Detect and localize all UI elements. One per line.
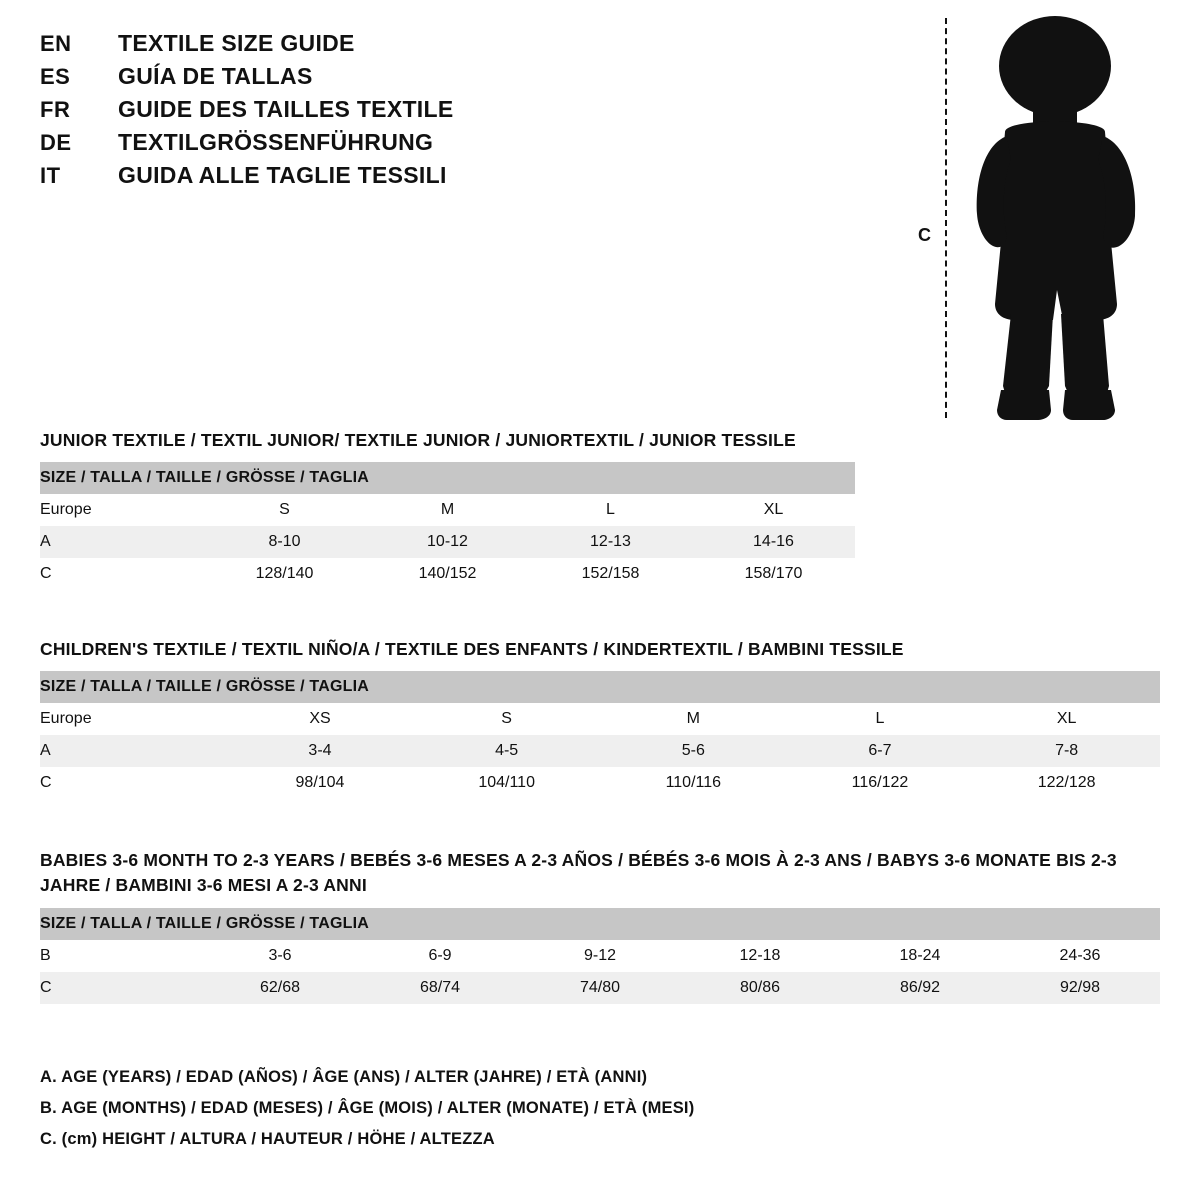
cell-value: L — [529, 494, 692, 526]
band-label: SIZE / TALLA / TAILLE / GRÖSSE / TAGLIA — [40, 671, 1160, 703]
cell-value: 104/110 — [413, 767, 600, 799]
cell-value: 10-12 — [366, 526, 529, 558]
cell-value: XS — [227, 703, 414, 735]
cell-value: M — [600, 703, 787, 735]
table-band-header — [40, 671, 1160, 703]
toddler-silhouette-icon — [945, 14, 1160, 424]
language-title: GUÍA DE TALLAS — [118, 63, 313, 89]
cell-value: S — [203, 494, 366, 526]
cell-value: 4-5 — [413, 735, 600, 767]
cell-value: 74/80 — [520, 972, 680, 1004]
language-title: GUIDE DES TAILLES TEXTILE — [118, 96, 454, 122]
section-title: CHILDREN'S TEXTILE / TEXTIL NIÑO/A / TEXTILE DES ENFANTS / KINDERTEXTIL / BAMBINI TESSILE — [40, 639, 904, 659]
language-code: EN — [40, 31, 72, 56]
cell-value: 116/122 — [787, 767, 974, 799]
cell-value: XL — [973, 703, 1160, 735]
table-row — [40, 526, 855, 558]
table-row — [40, 558, 855, 590]
band-label: SIZE / TALLA / TAILLE / GRÖSSE / TAGLIA — [40, 462, 855, 494]
row-label: A — [40, 526, 203, 558]
language-row-es — [40, 63, 640, 90]
language-code: DE — [40, 130, 72, 155]
cell-value: 152/158 — [529, 558, 692, 590]
section-title: JUNIOR TEXTILE / TEXTIL JUNIOR/ TEXTILE JUNIOR / JUNIORTEXTIL / JUNIOR TESSILE — [40, 430, 796, 450]
row-label: B — [40, 940, 200, 972]
cell-value: 7-8 — [973, 735, 1160, 767]
language-code: FR — [40, 97, 71, 122]
legend-block — [40, 1068, 1140, 1161]
cell-value: 24-36 — [1000, 940, 1160, 972]
cell-value: 122/128 — [973, 767, 1160, 799]
table-row — [40, 767, 1160, 799]
cell-value: 140/152 — [366, 558, 529, 590]
language-title: TEXTILGRÖSSENFÜHRUNG — [118, 129, 434, 155]
cell-value: 92/98 — [1000, 972, 1160, 1004]
section-childrens-textile — [40, 637, 1160, 799]
table-row — [40, 703, 1160, 735]
language-title: GUIDA ALLE TAGLIE TESSILI — [118, 162, 447, 188]
table-row — [40, 972, 1160, 1004]
table-band-header — [40, 908, 1160, 940]
cell-value: 5-6 — [600, 735, 787, 767]
cell-value: 62/68 — [200, 972, 360, 1004]
cell-value: 80/86 — [680, 972, 840, 1004]
legend-item-b: B. AGE (MONTHS) / EDAD (MESES) / ÂGE (MOIS) / ALTER (MONATE) / ETÀ (MESI) — [40, 1099, 695, 1117]
language-code: IT — [40, 163, 61, 188]
cell-value: 68/74 — [360, 972, 520, 1004]
cell-value: S — [413, 703, 600, 735]
language-row-en — [40, 30, 640, 57]
band-label: SIZE / TALLA / TAILLE / GRÖSSE / TAGLIA — [40, 908, 1160, 940]
section-junior-textile — [40, 428, 1160, 590]
cell-value: 12-13 — [529, 526, 692, 558]
row-label: C — [40, 558, 203, 590]
language-row-it — [40, 162, 640, 189]
cell-value: 86/92 — [840, 972, 1000, 1004]
cell-value: 3-4 — [227, 735, 414, 767]
height-measurement-figure — [900, 10, 1160, 420]
language-title-block — [40, 30, 640, 195]
cell-value: 12-18 — [680, 940, 840, 972]
language-row-fr — [40, 96, 640, 123]
cell-value: 18-24 — [840, 940, 1000, 972]
section-title: BABIES 3-6 MONTH TO 2-3 YEARS / BEBÉS 3-6 MESES A 2-3 AÑOS / BÉBÉS 3-6 MOIS À 2-3 ANS / BABYS 3-6 MONATE BIS 2-3 JAHRE / BAMBINI 3-6 MESI A 2-3 ANNI — [40, 850, 1117, 896]
cell-value: L — [787, 703, 974, 735]
row-label: C — [40, 767, 227, 799]
table-row — [40, 940, 1160, 972]
cell-value: 6-9 — [360, 940, 520, 972]
legend-item-a: A. AGE (YEARS) / EDAD (AÑOS) / ÂGE (ANS) / ALTER (JAHRE) / ETÀ (ANNI) — [40, 1068, 648, 1086]
cell-value: XL — [692, 494, 855, 526]
table-row — [40, 494, 855, 526]
junior-size-table — [40, 462, 855, 590]
row-label: C — [40, 972, 200, 1004]
cell-value: 110/116 — [600, 767, 787, 799]
table-band-header — [40, 462, 855, 494]
cell-value: 9-12 — [520, 940, 680, 972]
babies-size-table — [40, 908, 1160, 1004]
language-row-de — [40, 129, 640, 156]
cell-value: 14-16 — [692, 526, 855, 558]
language-code: ES — [40, 64, 71, 89]
section-babies-textile — [40, 848, 1160, 1004]
cell-value: 128/140 — [203, 558, 366, 590]
children-size-table — [40, 671, 1160, 799]
legend-item-c: C. (cm) HEIGHT / ALTURA / HAUTEUR / HÖHE / ALTEZZA — [40, 1130, 495, 1148]
row-label: Europe — [40, 703, 227, 735]
cell-value: 98/104 — [227, 767, 414, 799]
table-row — [40, 735, 1160, 767]
row-label: A — [40, 735, 227, 767]
language-title: TEXTILE SIZE GUIDE — [118, 30, 355, 56]
row-label: Europe — [40, 494, 203, 526]
cell-value: 158/170 — [692, 558, 855, 590]
cell-value: 3-6 — [200, 940, 360, 972]
cell-value: 8-10 — [203, 526, 366, 558]
cell-value: M — [366, 494, 529, 526]
cell-value: 6-7 — [787, 735, 974, 767]
measurement-label-c: C — [918, 225, 931, 245]
